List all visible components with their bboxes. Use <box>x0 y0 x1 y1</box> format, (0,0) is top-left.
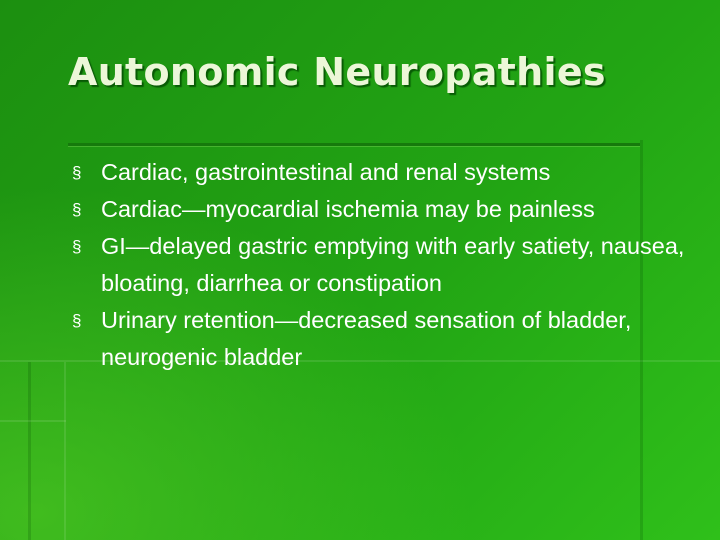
bullet-text: Urinary retention—decreased sensation of bladder, neurogenic bladder <box>101 307 632 370</box>
bullet-marker: § <box>72 200 82 219</box>
bullet-item <box>72 228 702 302</box>
bullet-item <box>72 302 702 376</box>
bullet-item <box>72 154 702 191</box>
bullet-marker: § <box>72 163 82 182</box>
bullet-item <box>72 191 702 228</box>
decorative-line <box>28 362 31 540</box>
bullet-text: Cardiac—myocardial ischemia may be painless <box>101 196 595 222</box>
decorative-line <box>64 362 66 540</box>
title-divider <box>68 143 640 146</box>
slide-title: Autonomic Neuropathies <box>68 50 606 94</box>
bullet-text: GI—delayed gastric emptying with early satiety, nausea, bloating, diarrhea or constipation <box>101 233 685 296</box>
bullet-marker: § <box>72 237 82 256</box>
decorative-line <box>0 420 66 422</box>
bullet-list <box>72 154 702 376</box>
bullet-text: Cardiac, gastrointestinal and renal systems <box>101 159 551 185</box>
bullet-marker: § <box>72 311 82 330</box>
